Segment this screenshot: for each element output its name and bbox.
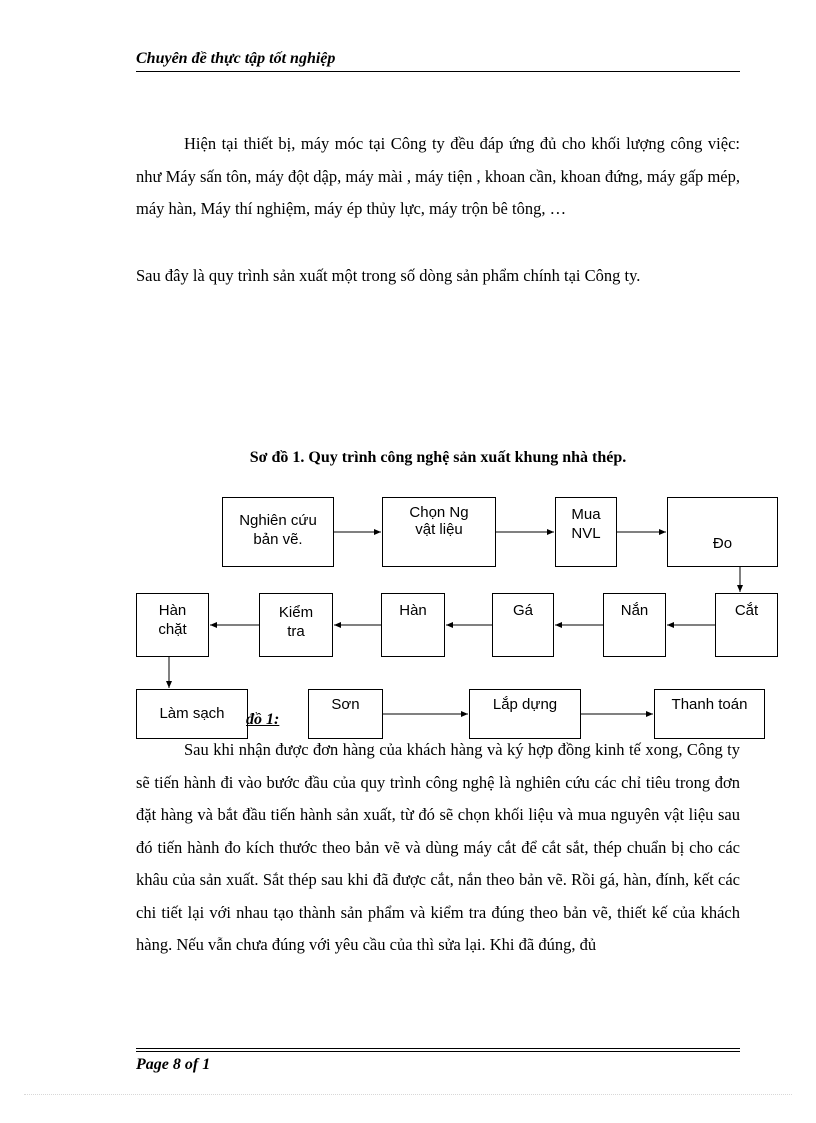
step-lap-dung-label: Lắp dựng <box>492 696 558 713</box>
process-description-paragraph: Sau khi nhận được đơn hàng của khách hàng và ký hợp đồng kinh tế xong, Công ty sẽ tiến hành đi vào bước đầu của quy trình công nghệ là nghiên cứu các chỉ tiêu trong đơn đặt hàng và bắt đầu tiến hành sản xuất, từ đó sẽ chọn khối liệu và mua nguyên vật liệu sau đó tiến hành đo kích thước theo bản vẽ và dùng máy cắt để cắt sắt, thép chuẩn bị cho các khâu của sản xuất. Sắt thép sau khi đã được cắt, nắn theo bản vẽ. Rồi gá, hàn, đính, kết các chi tiết lại với nhau tạo thành sản phẩm và kiểm tra đúng theo bản vẽ, thiết kế của khách hàng. Nếu vẫn chưa đúng với yêu cầu của thì sửa lại. Khi đã đúng, đủ <box>136 740 740 954</box>
step-han-chat-line1: Hàn <box>158 602 187 619</box>
step-thanh-toan-label: Thanh toán <box>671 696 748 713</box>
step-chon-line1: Chọn Ng <box>409 504 469 521</box>
step-nghien-cuu-line1: Nghiên cứu <box>239 512 317 529</box>
step-cat-label: Cắt <box>734 602 759 619</box>
step-han-label: Hàn <box>399 602 427 619</box>
step-lam-sach-label: Làm sạch <box>159 705 225 722</box>
step-mua-line1: Mua <box>571 506 601 523</box>
diagram-caption: Sơ đồ 1. Quy trình công nghệ sản xuất khung nhà thép. <box>249 449 627 466</box>
process-intro-paragraph: Sau đây là quy trình sản xuất một trong số dòng sản phẩm chính tại Công ty. <box>136 266 641 285</box>
diagram-reference-fragment: đồ 1: <box>246 711 280 728</box>
step-son-label: Sơn <box>331 696 360 713</box>
step-mua-line2: NVL <box>571 525 601 542</box>
step-nan-label: Nắn <box>620 602 649 619</box>
footer-divider-top <box>136 1048 740 1049</box>
step-kiem-tra-line1: Kiểm <box>278 604 314 621</box>
document-header-title: Chuyên đề thực tập tốt nghiệp <box>136 50 336 67</box>
step-kiem-tra-line2: tra <box>287 623 305 640</box>
intro-paragraph: Hiện tại thiết bị, máy móc tại Công ty đều đáp ứng đủ cho khối lượng công việc: như Máy sấn tôn, máy đột dập, máy mài , máy tiện , khoan cần, khoan đứng, máy gấp mép, máy hàn, Máy thí nghiệm, máy ép thủy lực, máy trộn bê tông, … <box>136 134 740 218</box>
page-bottom-edge <box>24 1094 792 1095</box>
footer-divider-bottom <box>136 1051 740 1052</box>
step-chon-line2: vật liệu <box>415 521 463 538</box>
step-nghien-cuu-line2: bản vẽ. <box>253 531 303 548</box>
step-ga-label: Gá <box>512 602 533 619</box>
page-number: Page 8 of 1 <box>136 1056 211 1073</box>
step-do-label: Đo <box>712 535 733 552</box>
step-han-chat-line2: chặt <box>158 621 187 638</box>
